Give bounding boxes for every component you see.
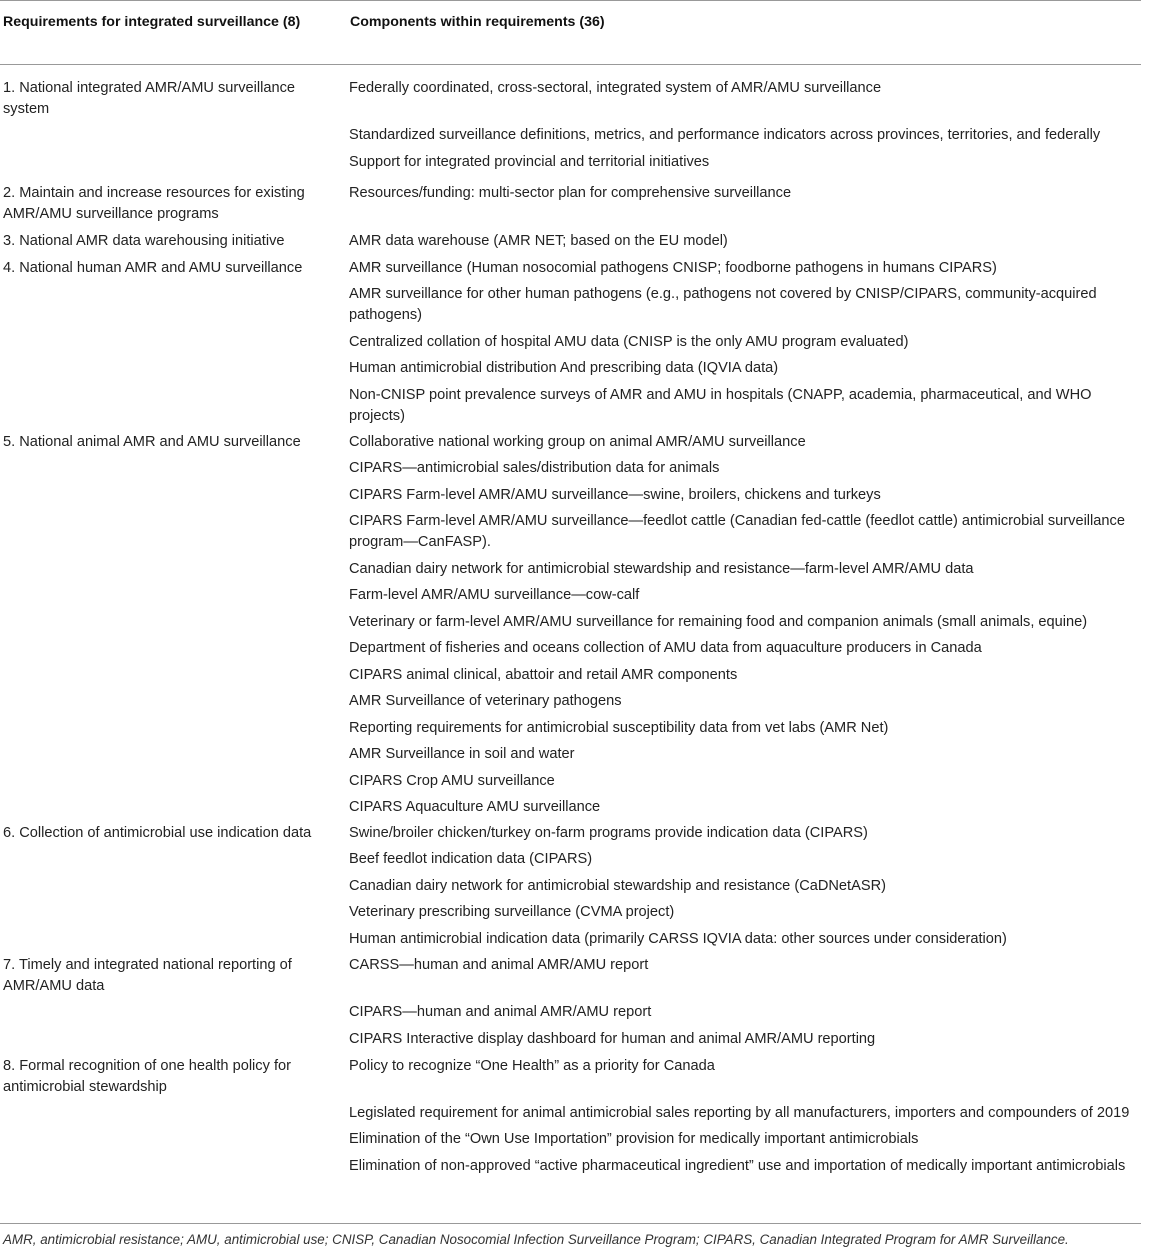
table-row-group — [0, 231, 1149, 258]
component-cell: CIPARS Farm-level AMR/AMU surveillance—feedlot cattle (Canadian fed-cattle (feedlot cattle) antimicrobial surveillance program—CanFASP). — [349, 513, 1125, 550]
requirement-cell: 5. National animal AMR and AMU surveillance — [3, 433, 301, 450]
component-cell: Swine/broiler chicken/turkey on-farm programs provide indication data (CIPARS) — [349, 824, 868, 841]
component-cell: AMR Surveillance of veterinary pathogens — [349, 693, 622, 709]
component-cell: Legislated requirement for animal antimicrobial sales reporting by all manufacturers, importers and compounders of 2019 — [349, 1104, 1130, 1121]
requirement-cell: 3. National AMR data warehousing initiative — [3, 233, 285, 249]
component-cell: Veterinary or farm-level AMR/AMU surveillance for remaining food and companion animals (small animals, equine) — [349, 613, 1088, 630]
component-cell: Non-CNISP point prevalence surveys of AMR and AMU in hospitals (CNAPP, academia, pharmaceutical, and WHO projects) — [349, 386, 1092, 424]
component-cell: Elimination of the “Own Use Importation” provision for medically important antimicrobials — [349, 1131, 919, 1147]
component-cell: AMR surveillance for other human pathogens (e.g., pathogens not covered by CNISP/CIPARS, community-acquired pathogens) — [349, 286, 1097, 323]
requirement-cell: 1. National integrated AMR/AMU surveillance system — [3, 80, 296, 117]
table-row-group — [0, 823, 1149, 956]
table-row-group — [0, 1056, 1149, 1216]
component-cell: Support for integrated provincial and territorial initiatives — [349, 153, 710, 170]
column-header-requirements: Requirements for integrated surveillance (8) — [3, 14, 301, 30]
component-cell: Federally coordinated, cross-sectoral, integrated system of AMR/AMU surveillance — [349, 80, 882, 96]
component-cell: Human antimicrobial indication data (primarily CARSS IQVIA data: other sources under consideration) — [349, 930, 1007, 947]
component-cell: CARSS—human and animal AMR/AMU report — [349, 957, 649, 973]
requirement-cell: 8. Formal recognition of one health policy for antimicrobial stewardship — [3, 1057, 291, 1095]
component-cell: AMR data warehouse (AMR NET; based on the EU model) — [349, 233, 728, 249]
table-row-group — [0, 78, 1149, 183]
component-cell: CIPARS animal clinical, abattoir and retail AMR components — [349, 666, 738, 683]
requirement-cell: 6. Collection of antimicrobial use indication data — [3, 824, 312, 841]
component-cell: Farm-level AMR/AMU surveillance—cow-calf — [349, 587, 640, 603]
component-cell: Centralized collation of hospital AMU data (CNISP is the only AMU program evaluated) — [349, 333, 909, 350]
table-top-rule — [0, 0, 1141, 1]
requirement-cell: 4. National human AMR and AMU surveillance — [3, 259, 303, 276]
table-bottom-rule — [0, 1223, 1141, 1224]
column-header-components: Components within requirements (36) — [350, 14, 605, 30]
component-cell: Department of fisheries and oceans collection of AMU data from aquaculture producers in Canada — [349, 640, 982, 656]
component-cell: Reporting requirements for antimicrobial susceptibility data from vet labs (AMR Net) — [349, 719, 889, 736]
requirement-cell: 7. Timely and integrated national reporting of AMR/AMU data — [3, 957, 292, 994]
table-row-group — [0, 258, 1149, 432]
component-cell: Veterinary prescribing surveillance (CVMA project) — [349, 904, 675, 920]
table-row-group — [0, 432, 1149, 823]
component-cell: CIPARS Interactive display dashboard for human and animal AMR/AMU reporting — [349, 1030, 876, 1047]
component-cell: AMR surveillance (Human nosocomial pathogens CNISP; foodborne pathogens in humans CIPARS) — [349, 259, 997, 276]
component-cell: CIPARS Crop AMU surveillance — [349, 772, 555, 789]
header-rule — [0, 64, 1141, 65]
component-cell: CIPARS Farm-level AMR/AMU surveillance—swine, broilers, chickens and turkeys — [349, 486, 881, 503]
component-cell: CIPARS—antimicrobial sales/distribution data for animals — [349, 460, 720, 476]
table-row-group — [0, 183, 1149, 231]
table-body — [0, 78, 1149, 1216]
requirement-cell: 2. Maintain and increase resources for existing AMR/AMU surveillance programs — [3, 185, 305, 222]
component-cell: AMR Surveillance in soil and water — [349, 746, 575, 762]
component-cell: CIPARS—human and animal AMR/AMU report — [349, 1004, 652, 1020]
component-cell: Resources/funding: multi-sector plan for comprehensive surveillance — [349, 185, 792, 201]
component-cell: Collaborative national working group on animal AMR/AMU surveillance — [349, 433, 806, 450]
component-cell: Standardized surveillance definitions, metrics, and performance indicators across provinces, territories, and federally — [349, 127, 1101, 143]
component-cell: CIPARS Aquaculture AMU surveillance — [349, 799, 601, 815]
component-cell: Elimination of non-approved “active pharmaceutical ingredient” use and importation of medically important antimicrobials — [349, 1157, 1126, 1174]
component-cell: Human antimicrobial distribution And prescribing data (IQVIA data) — [349, 360, 779, 376]
component-cell: Beef feedlot indication data (CIPARS) — [349, 851, 593, 867]
component-cell: Canadian dairy network for antimicrobial stewardship and resistance—farm-level AMR/AMU data — [349, 560, 974, 577]
component-cell: Canadian dairy network for antimicrobial stewardship and resistance (CaDNetASR) — [349, 877, 886, 894]
table-footnote: AMR, antimicrobial resistance; AMU, antimicrobial use; CNISP, Canadian Nosocomial Infection Surveillance Program; CIPARS, Canadian Integrated Program for AMR Surveillance. — [3, 1232, 1069, 1247]
component-cell: Policy to recognize “One Health” as a priority for Canada — [349, 1057, 715, 1074]
table-row-group — [0, 955, 1149, 1056]
